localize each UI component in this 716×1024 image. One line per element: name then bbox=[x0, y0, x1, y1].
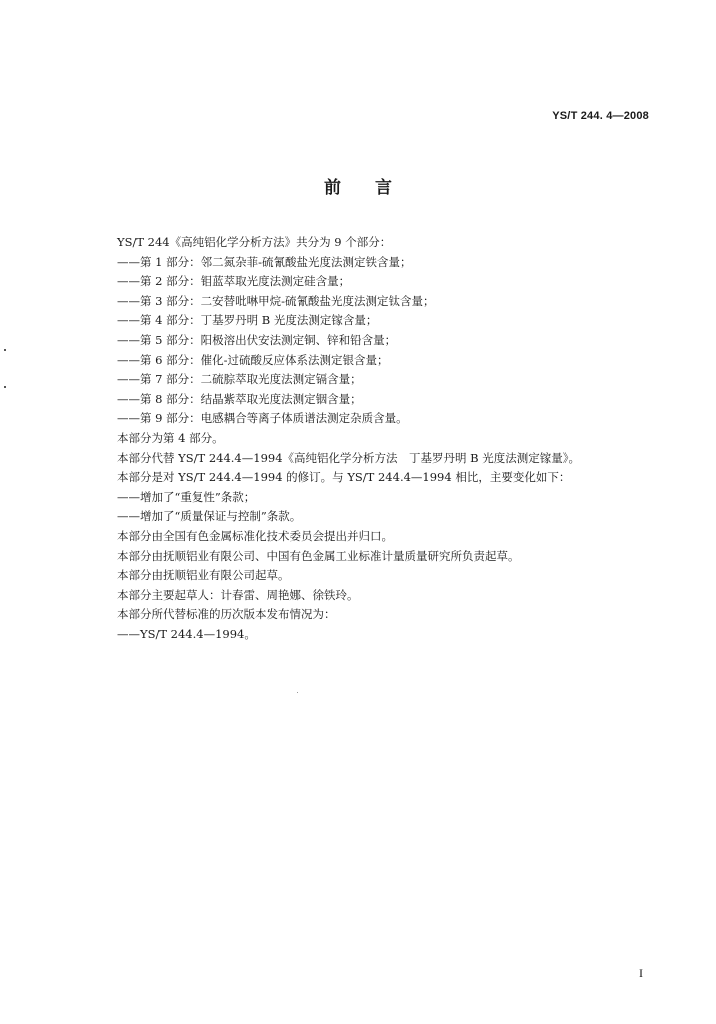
body-line: 本部分为第 4 部分。 bbox=[117, 430, 224, 445]
body-line: 本部分所代替标准的历次版本发布情况为： bbox=[117, 607, 336, 622]
body-line: 本部分由抚顺铝业有限公司、中国有色金属工业标准计量质量研究所负责起草。 bbox=[117, 548, 520, 563]
body-line: ——第 3 部分：二安替吡啉甲烷-硫氰酸盐光度法测定钛含量； bbox=[117, 293, 435, 308]
standard-code: YS/T 244. 4—2008 bbox=[552, 110, 649, 122]
body-line: 本部分主要起草人：计春雷、周艳娜、徐铁玲。 bbox=[117, 587, 359, 602]
body-line: 本部分由全国有色金属标准化技术委员会提出并归口。 bbox=[117, 528, 393, 543]
body-line: ——第 6 部分：催化-过硫酸反应体系法测定银含量； bbox=[117, 352, 389, 367]
body-line: ——YS/T 244.4—1994。 bbox=[117, 626, 256, 641]
scan-speck bbox=[4, 349, 6, 351]
body-line: ——第 1 部分：邻二氮杂菲-硫氰酸盐光度法测定铁含量； bbox=[117, 254, 412, 269]
body-line: ——第 9 部分：电感耦合等离子体质谱法测定杂质含量。 bbox=[117, 411, 408, 426]
body-line: ——增加了“重复性”条款； bbox=[117, 489, 256, 504]
body-line: ——第 7 部分：二硫腙萃取光度法测定镉含量； bbox=[117, 372, 362, 387]
scan-speck bbox=[4, 386, 6, 388]
body-line: ——增加了“质量保证与控制”条款。 bbox=[117, 509, 302, 524]
scan-speck bbox=[297, 692, 298, 693]
foreword-body bbox=[117, 233, 677, 644]
page-number: I bbox=[639, 966, 643, 980]
body-line: ——第 8 部分：结晶紫萃取光度法测定铟含量； bbox=[117, 391, 362, 406]
body-line: ——第 4 部分：丁基罗丹明 B 光度法测定镓含量； bbox=[117, 313, 378, 328]
body-line: 本部分由抚顺铝业有限公司起草。 bbox=[117, 568, 290, 583]
page-title: 前 言 bbox=[324, 178, 392, 198]
body-line: YS/T 244《高纯铝化学分析方法》共分为 9 个部分： bbox=[117, 235, 392, 249]
body-line: ——第 2 部分：钼蓝萃取光度法测定硅含量； bbox=[117, 274, 351, 289]
body-line: 本部分代替 YS/T 244.4—1994《高纯铝化学分析方法 丁基罗丹明 B 光度法测定镓量》。 bbox=[117, 450, 581, 465]
body-line: ——第 5 部分：阳极溶出伏安法测定铜、锌和铅含量； bbox=[117, 332, 397, 347]
body-line: 本部分是对 YS/T 244.4—1994 的修订。与 YS/T 244.4—1994 相比，主要变化如下： bbox=[117, 470, 571, 485]
